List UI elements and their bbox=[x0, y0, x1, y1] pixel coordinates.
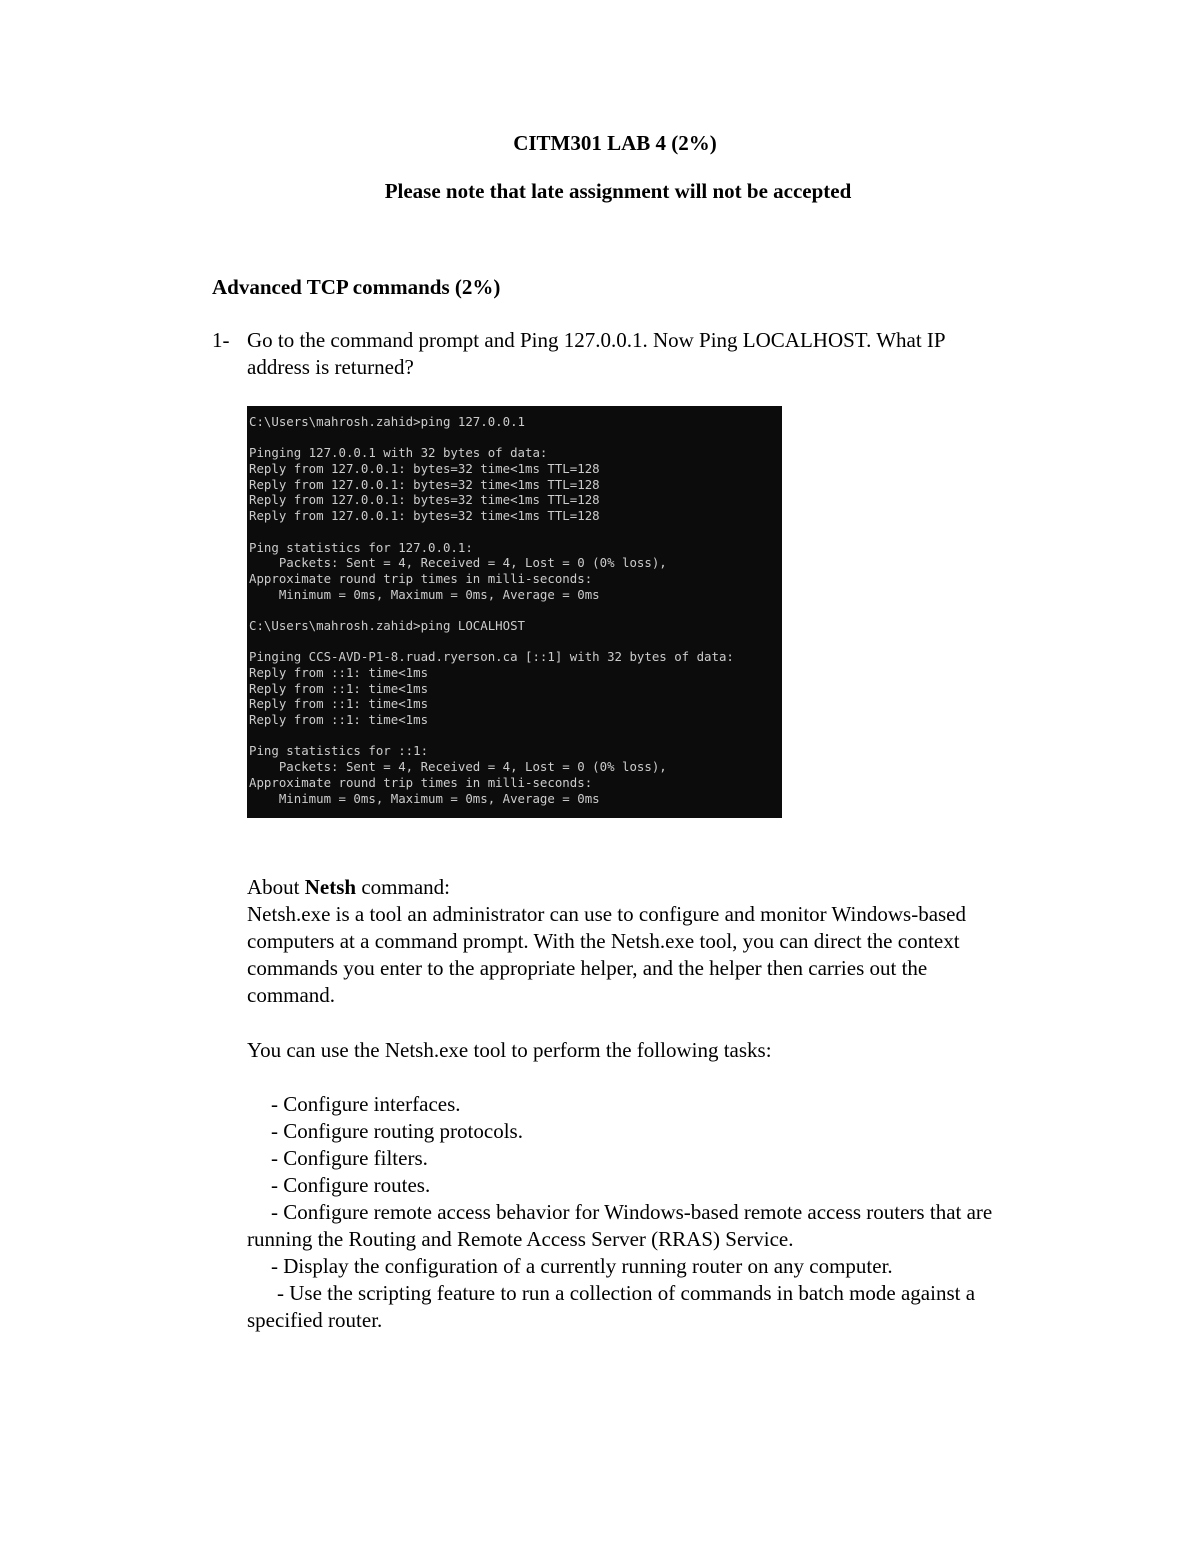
about-netsh-heading bbox=[247, 874, 997, 901]
task-list bbox=[247, 1091, 997, 1334]
terminal-line: Packets: Sent = 4, Received = 4, Lost = 0 (0% loss), bbox=[249, 555, 667, 571]
question-number: 1- bbox=[212, 328, 230, 352]
terminal-line: Packets: Sent = 4, Received = 4, Lost = 0 (0% loss), bbox=[249, 759, 667, 775]
terminal-line bbox=[249, 602, 782, 618]
section-heading: Advanced TCP commands (2%) bbox=[212, 275, 501, 299]
terminal-line: Pinging CCS-AVD-P1-8.ruad.ryerson.ca [::1] with 32 bytes of data: bbox=[249, 649, 734, 665]
terminal-line: Reply from ::1: time<1ms bbox=[249, 712, 429, 728]
terminal-line: Minimum = 0ms, Maximum = 0ms, Average = 0ms bbox=[249, 586, 600, 602]
terminal-line bbox=[249, 634, 782, 650]
terminal-line bbox=[249, 728, 782, 744]
terminal-line: Approximate round trip times in milli-seconds: bbox=[249, 774, 593, 790]
document-title: CITM301 LAB 4 (2%) bbox=[513, 131, 717, 155]
terminal-line: Reply from 127.0.0.1: bytes=32 time<1ms TTL=128 bbox=[249, 492, 600, 508]
terminal-line: Reply from 127.0.0.1: bytes=32 time<1ms TTL=128 bbox=[249, 508, 600, 524]
terminal-line: Pinging 127.0.0.1 with 32 bytes of data: bbox=[249, 445, 548, 461]
netsh-label: Netsh bbox=[304, 875, 357, 899]
terminal-line: C:\Users\mahrosh.zahid>ping LOCALHOST bbox=[249, 617, 526, 633]
terminal-line: Reply from 127.0.0.1: bytes=32 time<1ms TTL=128 bbox=[249, 461, 600, 477]
terminal-line: Reply from ::1: time<1ms bbox=[249, 696, 429, 712]
task-item: - Configure routes. bbox=[271, 1173, 431, 1197]
terminal-line: C:\Users\mahrosh.zahid>ping 127.0.0.1 bbox=[249, 414, 526, 429]
task-item: - Configure routing protocols. bbox=[271, 1119, 523, 1143]
task-item: - Display the configuration of a currently running router on any computer. bbox=[271, 1254, 893, 1278]
terminal-line: Ping statistics for ::1: bbox=[249, 743, 429, 759]
question-text: Go to the command prompt and Ping 127.0.0.1. Now Ping LOCALHOST. What IP address is returned? bbox=[247, 328, 945, 379]
terminal-line bbox=[249, 524, 782, 540]
terminal-line: Approximate round trip times in milli-seconds: bbox=[249, 570, 593, 586]
task-item: - Configure filters. bbox=[271, 1146, 428, 1170]
task-item: - Configure remote access behavior for Windows-based remote access routers that are running the Routing and Remote Access Server (RRAS) Service. bbox=[247, 1200, 993, 1251]
about-prefix: About bbox=[247, 875, 305, 899]
terminal-line: Ping statistics for 127.0.0.1: bbox=[249, 539, 473, 555]
tasks-intro: You can use the Netsh.exe tool to perform the following tasks: bbox=[247, 1038, 772, 1062]
terminal-line bbox=[249, 430, 782, 446]
command-prompt-screenshot bbox=[247, 406, 782, 818]
terminal-line: Reply from ::1: time<1ms bbox=[249, 665, 429, 680]
task-item: - Configure interfaces. bbox=[271, 1092, 461, 1116]
about-suffix: command: bbox=[356, 875, 450, 899]
terminal-line: Reply from ::1: time<1ms bbox=[249, 680, 429, 696]
task-item: - Use the scripting feature to run a collection of commands in batch mode against a specified router. bbox=[247, 1281, 976, 1332]
netsh-description: Netsh.exe is a tool an administrator can use to configure and monitor Windows-based computers at a command prompt. With the Netsh.exe tool, you can direct the context commands you enter to the appropriate helper, and the helper then carries out the command. bbox=[247, 902, 967, 1007]
late-policy-note: Please note that late assignment will not be accepted bbox=[384, 179, 852, 203]
terminal-line: Reply from 127.0.0.1: bytes=32 time<1ms TTL=128 bbox=[249, 476, 600, 492]
terminal-line: Minimum = 0ms, Maximum = 0ms, Average = 0ms bbox=[249, 790, 600, 806]
